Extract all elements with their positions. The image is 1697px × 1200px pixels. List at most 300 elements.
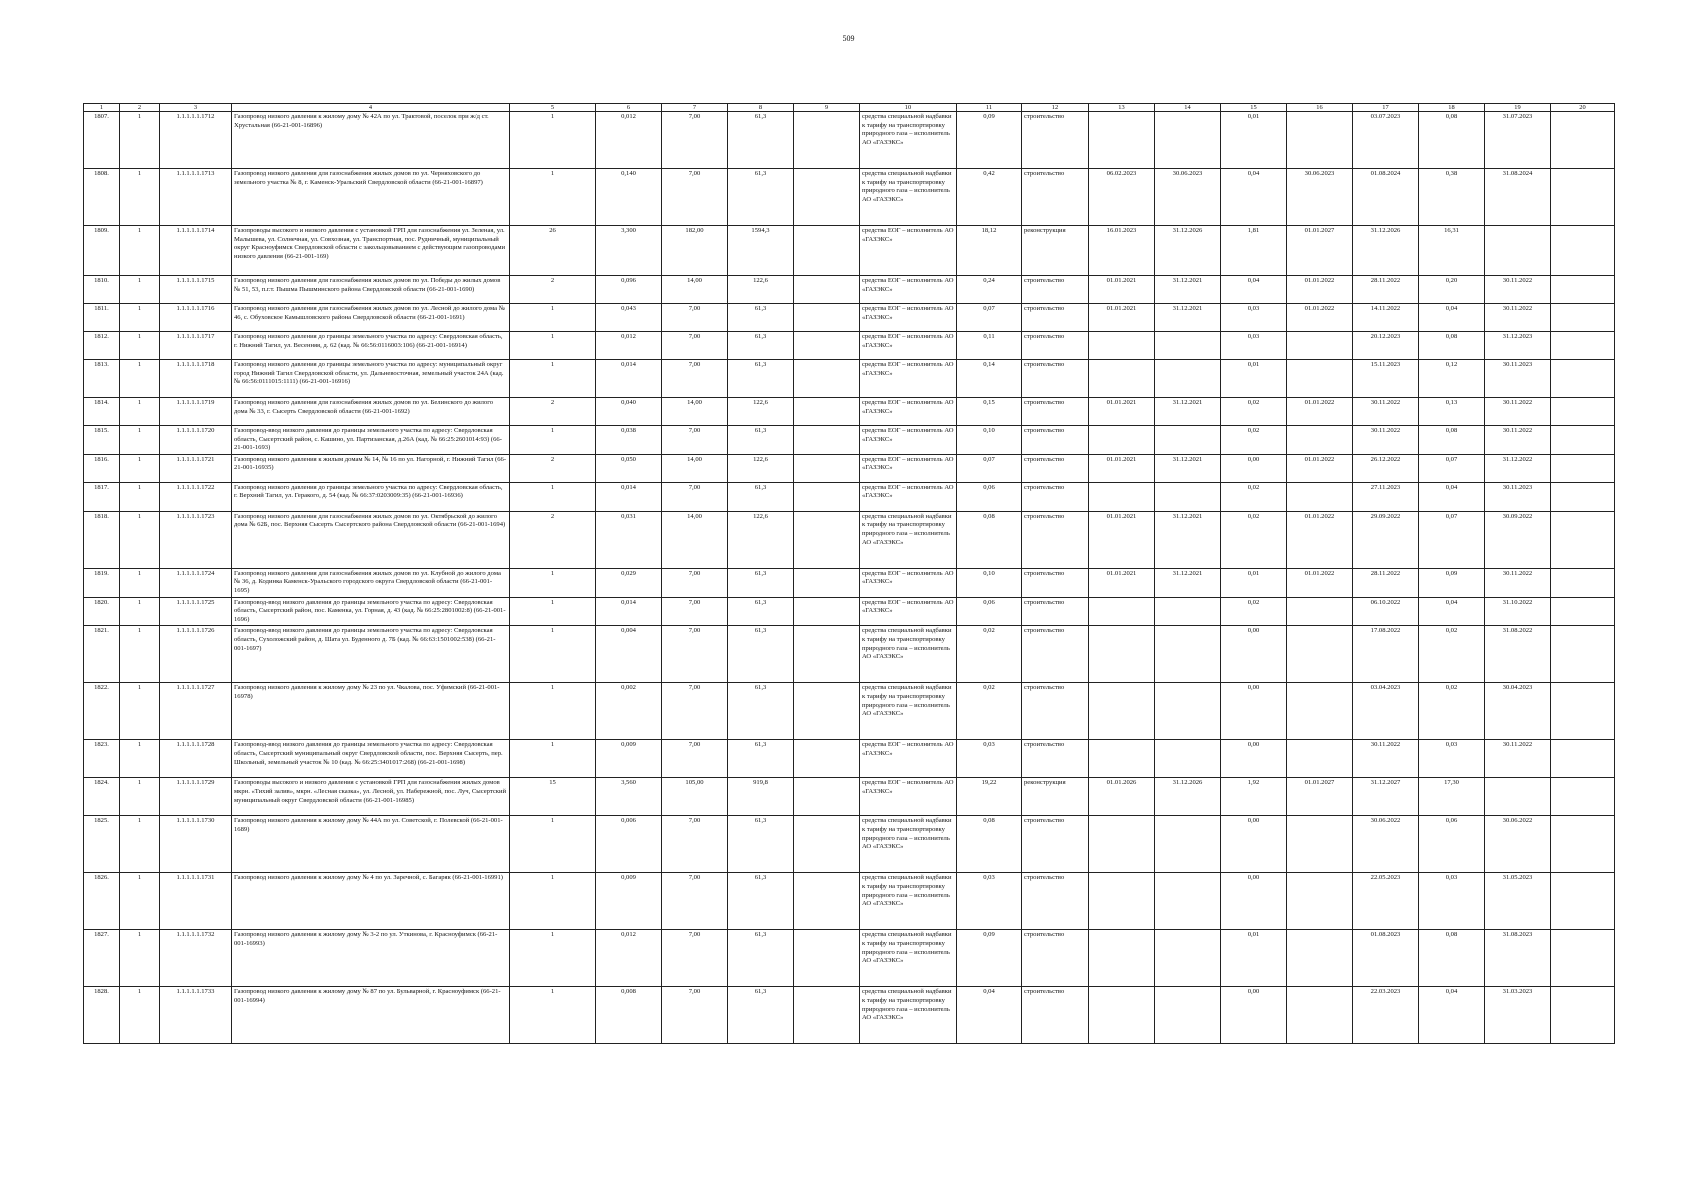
cell-c15: 0,02 (1221, 511, 1287, 568)
cell-c7: 7,00 (662, 740, 728, 778)
cell-c19 (1485, 226, 1551, 276)
cell-c11: 0,11 (957, 332, 1022, 360)
cell-c20 (1551, 778, 1615, 816)
column-number-14: 14 (1155, 104, 1221, 112)
cell-c13 (1089, 873, 1155, 930)
cell-c14 (1155, 626, 1221, 683)
cell-c5: 2 (510, 454, 596, 482)
cell-c15: 0,00 (1221, 626, 1287, 683)
cell-c9 (794, 740, 860, 778)
cell-c14: 31.12.2021 (1155, 304, 1221, 332)
cell-c6: 0,029 (596, 568, 662, 597)
column-number-10: 10 (860, 104, 957, 112)
cell-c19: 31.03.2023 (1485, 987, 1551, 1044)
cell-c19: 31.05.2023 (1485, 873, 1551, 930)
cell-c20 (1551, 332, 1615, 360)
cell-c15: 0,00 (1221, 740, 1287, 778)
cell-src: средства специальной надбавки к тарифу на транспортировку природного газа – исполнитель АО «ГАЗЭКС» (860, 873, 957, 930)
cell-c5: 1 (510, 626, 596, 683)
cell-c13 (1089, 683, 1155, 740)
cell-c9 (794, 482, 860, 511)
cell-src: средства специальной надбавки к тарифу на транспортировку природного газа – исполнитель АО «ГАЗЭКС» (860, 511, 957, 568)
cell-c8: 61,3 (728, 740, 794, 778)
cell-c17: 30.06.2022 (1353, 816, 1419, 873)
cell-c11: 0,04 (957, 987, 1022, 1044)
cell-c16 (1287, 332, 1353, 360)
cell-src: средства специальной надбавки к тарифу на транспортировку природного газа – исполнитель АО «ГАЗЭКС» (860, 112, 957, 169)
cell-c5: 1 (510, 740, 596, 778)
cell-c9 (794, 426, 860, 455)
cell-c19: 31.08.2022 (1485, 626, 1551, 683)
cell-type: строительство (1022, 683, 1089, 740)
cell-c13: 16.01.2023 (1089, 226, 1155, 276)
cell-c14 (1155, 930, 1221, 987)
cell-c5: 1 (510, 683, 596, 740)
cell-c14: 31.12.2021 (1155, 398, 1221, 426)
cell-src: средства ЕОГ – исполнитель АО «ГАЗЭКС» (860, 482, 957, 511)
cell-c6: 0,038 (596, 426, 662, 455)
cell-src: средства ЕОГ – исполнитель АО «ГАЗЭКС» (860, 304, 957, 332)
cell-type: строительство (1022, 360, 1089, 398)
cell-c14 (1155, 597, 1221, 626)
cell-c13: 01.01.2021 (1089, 398, 1155, 426)
cell-code: 1.1.1.1.1.1719 (160, 398, 232, 426)
cell-c6: 0,012 (596, 332, 662, 360)
column-number-1: 1 (84, 104, 120, 112)
cell-c9 (794, 398, 860, 426)
table-row (84, 304, 1615, 332)
table-row (84, 226, 1615, 276)
cell-c20 (1551, 454, 1615, 482)
cell-c5: 1 (510, 987, 596, 1044)
cell-c14 (1155, 683, 1221, 740)
cell-code: 1.1.1.1.1.1714 (160, 226, 232, 276)
investment-program-table (83, 103, 1615, 1044)
column-number-5: 5 (510, 104, 596, 112)
cell-n: 1827. (84, 930, 120, 987)
cell-c18: 0,20 (1419, 276, 1485, 304)
cell-c6: 3,560 (596, 778, 662, 816)
cell-c8: 61,3 (728, 930, 794, 987)
cell-c7: 14,00 (662, 511, 728, 568)
cell-c18: 0,03 (1419, 873, 1485, 930)
cell-code: 1.1.1.1.1.1732 (160, 930, 232, 987)
cell-c16 (1287, 930, 1353, 987)
cell-name: Газопровод низкого давления для газоснабжения жилых домов по ул. Белинского до жилого дома № 33, г. Сысерть Свердловской области (66-21-001-1692) (232, 398, 510, 426)
cell-c9 (794, 226, 860, 276)
cell-name: Газопровод низкого давления к жилому дому № 23 по ул. Чкалова, пос. Уфимский (66-21-001-16978) (232, 683, 510, 740)
cell-c11: 0,10 (957, 426, 1022, 455)
cell-name: Газопровод-ввод низкого давления до границы земельного участка по адресу: Свердловская область, Сысертский район, с. Кашино, ул. Партизанская, д.26А (кад. № 66:25:2601014:93) (66-21-001-1693) (232, 426, 510, 455)
cell-c5: 1 (510, 169, 596, 226)
cell-c11: 0,07 (957, 454, 1022, 482)
cell-c18: 0,04 (1419, 304, 1485, 332)
cell-code: 1.1.1.1.1.1720 (160, 426, 232, 455)
cell-c18: 0,03 (1419, 740, 1485, 778)
cell-c17: 17.08.2022 (1353, 626, 1419, 683)
cell-c16: 01.01.2022 (1287, 511, 1353, 568)
cell-type: строительство (1022, 112, 1089, 169)
cell-c14: 31.12.2026 (1155, 778, 1221, 816)
cell-c7: 14,00 (662, 276, 728, 304)
cell-c20 (1551, 426, 1615, 455)
cell-name: Газопровод низкого давления для газоснабжения жилых домов по ул. Клубной до жилого дома № 36, д. Кодинка Каменск-Уральского городского округа Свердловской области (66-21-001-1695) (232, 568, 510, 597)
cell-code: 1.1.1.1.1.1712 (160, 112, 232, 169)
column-number-13: 13 (1089, 104, 1155, 112)
table-row (84, 454, 1615, 482)
cell-c9 (794, 112, 860, 169)
cell-c6: 0,009 (596, 740, 662, 778)
table-row (84, 169, 1615, 226)
cell-type: строительство (1022, 482, 1089, 511)
cell-code: 1.1.1.1.1.1713 (160, 169, 232, 226)
cell-name: Газопровод низкого давления для газоснабжения жилых домов по ул. Октябрьской до жилого дома № 62Б, пос. Верхняя Сысерть Сысертского района Свердловской области (66-21-001-1694) (232, 511, 510, 568)
cell-c7: 105,00 (662, 778, 728, 816)
cell-c8: 61,3 (728, 332, 794, 360)
cell-n: 1818. (84, 511, 120, 568)
cell-c16: 01.01.2022 (1287, 398, 1353, 426)
table-row (84, 112, 1615, 169)
cell-c13 (1089, 597, 1155, 626)
cell-c6: 0,043 (596, 304, 662, 332)
cell-c8: 61,3 (728, 360, 794, 398)
cell-c8: 122,6 (728, 511, 794, 568)
cell-c16 (1287, 626, 1353, 683)
cell-c18: 0,08 (1419, 930, 1485, 987)
cell-type: строительство (1022, 332, 1089, 360)
cell-c18: 0,04 (1419, 482, 1485, 511)
cell-c5: 2 (510, 398, 596, 426)
cell-c16 (1287, 816, 1353, 873)
cell-c2: 1 (120, 873, 160, 930)
cell-c19: 30.11.2022 (1485, 426, 1551, 455)
cell-c18: 0,04 (1419, 987, 1485, 1044)
cell-c6: 0,014 (596, 360, 662, 398)
cell-c17: 29.09.2022 (1353, 511, 1419, 568)
cell-name: Газопровод низкого давления к жилому дому № 3-2 по ул. Уткинова, г. Красноуфимск (66-21-001-16993) (232, 930, 510, 987)
column-number-8: 8 (728, 104, 794, 112)
cell-c15: 0,02 (1221, 597, 1287, 626)
cell-c17: 28.11.2022 (1353, 568, 1419, 597)
cell-c2: 1 (120, 276, 160, 304)
cell-c11: 0,42 (957, 169, 1022, 226)
cell-code: 1.1.1.1.1.1727 (160, 683, 232, 740)
cell-c6: 0,050 (596, 454, 662, 482)
cell-c5: 1 (510, 873, 596, 930)
cell-type: строительство (1022, 626, 1089, 683)
cell-c9 (794, 360, 860, 398)
cell-c2: 1 (120, 226, 160, 276)
cell-c17: 31.12.2027 (1353, 778, 1419, 816)
column-number-4: 4 (232, 104, 510, 112)
cell-c13 (1089, 626, 1155, 683)
cell-c13 (1089, 987, 1155, 1044)
cell-c8: 1594,3 (728, 226, 794, 276)
cell-c5: 1 (510, 426, 596, 455)
cell-c8: 61,3 (728, 304, 794, 332)
cell-c11: 0,07 (957, 304, 1022, 332)
cell-c8: 61,3 (728, 873, 794, 930)
cell-src: средства ЕОГ – исполнитель АО «ГАЗЭКС» (860, 740, 957, 778)
cell-c7: 14,00 (662, 398, 728, 426)
cell-c8: 919,8 (728, 778, 794, 816)
cell-c11: 0,09 (957, 112, 1022, 169)
cell-c9 (794, 332, 860, 360)
cell-c8: 61,3 (728, 597, 794, 626)
cell-c18: 0,12 (1419, 360, 1485, 398)
cell-c8: 122,6 (728, 276, 794, 304)
cell-c17: 01.08.2024 (1353, 169, 1419, 226)
cell-c18: 0,02 (1419, 626, 1485, 683)
cell-c8: 122,6 (728, 454, 794, 482)
cell-c16: 01.01.2022 (1287, 276, 1353, 304)
cell-c11: 0,15 (957, 398, 1022, 426)
cell-c5: 1 (510, 482, 596, 511)
cell-c20 (1551, 740, 1615, 778)
table-row (84, 740, 1615, 778)
cell-type: строительство (1022, 740, 1089, 778)
cell-c11: 0,10 (957, 568, 1022, 597)
cell-c11: 0,03 (957, 873, 1022, 930)
cell-type: строительство (1022, 454, 1089, 482)
cell-c17: 31.12.2026 (1353, 226, 1419, 276)
cell-c13: 01.01.2026 (1089, 778, 1155, 816)
cell-c9 (794, 987, 860, 1044)
cell-type: реконструкция (1022, 778, 1089, 816)
cell-c19: 30.11.2023 (1485, 482, 1551, 511)
cell-c7: 7,00 (662, 987, 728, 1044)
cell-src: средства ЕОГ – исполнитель АО «ГАЗЭКС» (860, 398, 957, 426)
cell-c19: 30.09.2022 (1485, 511, 1551, 568)
column-number-17: 17 (1353, 104, 1419, 112)
cell-c20 (1551, 112, 1615, 169)
cell-type: строительство (1022, 511, 1089, 568)
cell-c18: 0,08 (1419, 112, 1485, 169)
cell-c16: 01.01.2022 (1287, 454, 1353, 482)
cell-c17: 14.11.2022 (1353, 304, 1419, 332)
cell-name: Газопровод низкого давления для газоснабжения жилых домов по ул. Черняховского до земельного участка № 8, г. Каменск-Уральский Свердловской области (66-21-001-16897) (232, 169, 510, 226)
cell-n: 1825. (84, 816, 120, 873)
cell-src: средства ЕОГ – исполнитель АО «ГАЗЭКС» (860, 360, 957, 398)
cell-type: строительство (1022, 873, 1089, 930)
cell-c9 (794, 816, 860, 873)
cell-n: 1808. (84, 169, 120, 226)
cell-c9 (794, 873, 860, 930)
column-number-12: 12 (1022, 104, 1089, 112)
cell-src: средства специальной надбавки к тарифу на транспортировку природного газа – исполнитель АО «ГАЗЭКС» (860, 816, 957, 873)
cell-c7: 7,00 (662, 597, 728, 626)
cell-c8: 61,3 (728, 169, 794, 226)
table-row (84, 332, 1615, 360)
cell-n: 1819. (84, 568, 120, 597)
cell-c20 (1551, 987, 1615, 1044)
cell-c16 (1287, 426, 1353, 455)
cell-c16: 01.01.2027 (1287, 226, 1353, 276)
cell-c13: 01.01.2021 (1089, 276, 1155, 304)
cell-c14 (1155, 360, 1221, 398)
cell-c7: 7,00 (662, 683, 728, 740)
cell-c7: 182,00 (662, 226, 728, 276)
cell-n: 1809. (84, 226, 120, 276)
cell-code: 1.1.1.1.1.1730 (160, 816, 232, 873)
cell-c6: 0,006 (596, 816, 662, 873)
table-row (84, 426, 1615, 455)
cell-c17: 22.03.2023 (1353, 987, 1419, 1044)
cell-c16 (1287, 987, 1353, 1044)
cell-c11: 18,12 (957, 226, 1022, 276)
cell-n: 1823. (84, 740, 120, 778)
cell-src: средства ЕОГ – исполнитель АО «ГАЗЭКС» (860, 332, 957, 360)
cell-n: 1826. (84, 873, 120, 930)
cell-c2: 1 (120, 332, 160, 360)
column-number-7: 7 (662, 104, 728, 112)
cell-c17: 26.12.2022 (1353, 454, 1419, 482)
cell-c20 (1551, 597, 1615, 626)
cell-c20 (1551, 873, 1615, 930)
table-row (84, 398, 1615, 426)
cell-c16: 01.01.2022 (1287, 304, 1353, 332)
cell-c9 (794, 568, 860, 597)
cell-c18: 0,08 (1419, 426, 1485, 455)
cell-c20 (1551, 482, 1615, 511)
cell-c15: 0,01 (1221, 568, 1287, 597)
cell-c2: 1 (120, 398, 160, 426)
cell-src: средства ЕОГ – исполнитель АО «ГАЗЭКС» (860, 226, 957, 276)
cell-c15: 0,01 (1221, 360, 1287, 398)
cell-c11: 0,02 (957, 626, 1022, 683)
cell-c13: 01.01.2021 (1089, 568, 1155, 597)
cell-c20 (1551, 511, 1615, 568)
cell-c11: 0,06 (957, 597, 1022, 626)
table-row (84, 987, 1615, 1044)
cell-c6: 0,140 (596, 169, 662, 226)
column-number-19: 19 (1485, 104, 1551, 112)
cell-c18: 0,08 (1419, 332, 1485, 360)
cell-src: средства ЕОГ – исполнитель АО «ГАЗЭКС» (860, 426, 957, 455)
cell-src: средства ЕОГ – исполнитель АО «ГАЗЭКС» (860, 568, 957, 597)
cell-c17: 30.11.2022 (1353, 398, 1419, 426)
cell-n: 1814. (84, 398, 120, 426)
cell-c2: 1 (120, 597, 160, 626)
cell-c9 (794, 778, 860, 816)
cell-c11: 0,09 (957, 930, 1022, 987)
cell-src: средства специальной надбавки к тарифу на транспортировку природного газа – исполнитель АО «ГАЗЭКС» (860, 683, 957, 740)
page-number: 509 (842, 34, 855, 43)
cell-c13 (1089, 816, 1155, 873)
cell-c8: 122,6 (728, 398, 794, 426)
cell-c16 (1287, 360, 1353, 398)
cell-type: строительство (1022, 816, 1089, 873)
column-number-2: 2 (120, 104, 160, 112)
cell-c16 (1287, 873, 1353, 930)
cell-c2: 1 (120, 568, 160, 597)
cell-c15: 0,00 (1221, 454, 1287, 482)
cell-c6: 0,004 (596, 626, 662, 683)
cell-name: Газопровод низкого давления к жилому дому № 42А по ул. Трактовой, поселок при ж/д ст. Хрустальная (66-21-001-16896) (232, 112, 510, 169)
cell-c6: 0,031 (596, 511, 662, 568)
cell-c2: 1 (120, 626, 160, 683)
cell-c7: 7,00 (662, 930, 728, 987)
cell-code: 1.1.1.1.1.1726 (160, 626, 232, 683)
cell-c20 (1551, 816, 1615, 873)
cell-code: 1.1.1.1.1.1731 (160, 873, 232, 930)
cell-c9 (794, 511, 860, 568)
cell-c6: 3,300 (596, 226, 662, 276)
cell-type: строительство (1022, 169, 1089, 226)
cell-c5: 1 (510, 568, 596, 597)
cell-c2: 1 (120, 930, 160, 987)
cell-type: строительство (1022, 597, 1089, 626)
cell-c18: 0,07 (1419, 511, 1485, 568)
cell-c14: 31.12.2021 (1155, 511, 1221, 568)
cell-c16 (1287, 482, 1353, 511)
column-number-20: 20 (1551, 104, 1615, 112)
column-number-18: 18 (1419, 104, 1485, 112)
cell-c5: 15 (510, 778, 596, 816)
cell-c2: 1 (120, 740, 160, 778)
cell-c18: 0,38 (1419, 169, 1485, 226)
cell-c20 (1551, 626, 1615, 683)
cell-c5: 1 (510, 332, 596, 360)
cell-c19 (1485, 778, 1551, 816)
cell-src: средства специальной надбавки к тарифу на транспортировку природного газа – исполнитель АО «ГАЗЭКС» (860, 169, 957, 226)
cell-c15: 0,00 (1221, 816, 1287, 873)
cell-c2: 1 (120, 482, 160, 511)
cell-code: 1.1.1.1.1.1729 (160, 778, 232, 816)
cell-c20 (1551, 226, 1615, 276)
cell-n: 1815. (84, 426, 120, 455)
column-number-15: 15 (1221, 104, 1287, 112)
cell-name: Газопровод низкого давления к жилым домам № 14, № 16 по ул. Нагорной, г. Нижний Тагил (66-21-001-16935) (232, 454, 510, 482)
cell-c19: 31.08.2024 (1485, 169, 1551, 226)
cell-c19: 30.11.2022 (1485, 276, 1551, 304)
cell-c17: 03.07.2023 (1353, 112, 1419, 169)
cell-c8: 61,3 (728, 626, 794, 683)
cell-c19: 30.11.2022 (1485, 398, 1551, 426)
cell-c14: 31.12.2021 (1155, 276, 1221, 304)
cell-c16 (1287, 597, 1353, 626)
cell-c2: 1 (120, 778, 160, 816)
cell-code: 1.1.1.1.1.1722 (160, 482, 232, 511)
cell-c13 (1089, 426, 1155, 455)
table-row (84, 930, 1615, 987)
cell-c7: 7,00 (662, 304, 728, 332)
cell-c14: 31.12.2026 (1155, 226, 1221, 276)
cell-c9 (794, 597, 860, 626)
cell-c7: 7,00 (662, 816, 728, 873)
cell-type: строительство (1022, 987, 1089, 1044)
cell-c17: 30.11.2022 (1353, 426, 1419, 455)
column-number-row (84, 104, 1615, 112)
cell-code: 1.1.1.1.1.1725 (160, 597, 232, 626)
cell-c11: 0,08 (957, 511, 1022, 568)
cell-c9 (794, 683, 860, 740)
cell-c17: 30.11.2022 (1353, 740, 1419, 778)
cell-src: средства ЕОГ – исполнитель АО «ГАЗЭКС» (860, 454, 957, 482)
cell-c15: 0,03 (1221, 332, 1287, 360)
cell-c18: 0,09 (1419, 568, 1485, 597)
column-number-6: 6 (596, 104, 662, 112)
cell-c2: 1 (120, 511, 160, 568)
table-row (84, 482, 1615, 511)
cell-c17: 06.10.2022 (1353, 597, 1419, 626)
cell-name: Газопровод низкого давления для газоснабжения жилых домов по ул. Лесной до жилого дома № 46, с. Обуховское Камышловского района Свердловской области (66-21-001-1691) (232, 304, 510, 332)
cell-c14 (1155, 873, 1221, 930)
cell-c5: 26 (510, 226, 596, 276)
cell-name: Газопровод-ввод низкого давления до границы земельного участка по адресу: Свердловская область, Сысертский район, пос. Каменка, ул. Горная, д. 43 (кад. № 66:25:2801002:8) (66-21-001-1696) (232, 597, 510, 626)
table-row (84, 873, 1615, 930)
cell-c19: 30.11.2023 (1485, 360, 1551, 398)
